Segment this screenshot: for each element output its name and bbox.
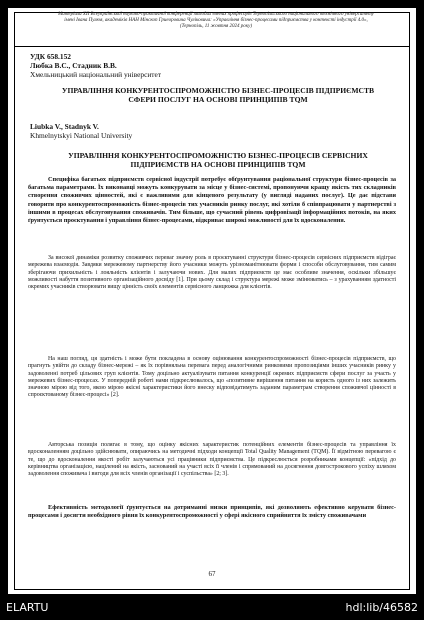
conference-header-note: Матеріали XII Всеукраїнської науково-практичної конференції молодих вчених професорів Тернопільського національного технічного університету імені Івана Пулюя, академіків НАН Мінскоп Гриеоровича Чуліковича: «Управління бізнес-процесами підприємства у контексті індустрії 4.0», (Тернопіль, 11 жовтня 2024 року) xyxy=(58,12,374,30)
repository-name: ELARTU xyxy=(6,601,49,614)
document-page xyxy=(8,8,416,594)
body-paragraph: Специфіка багатьох підприємств сервісної індустрії потребує обґрунтування раціональної структури бізнес-процесів за багатьма параметрами. Їх виконавці можуть конкурувати за місце у бізнес-системі, пропонуючи кращу якість тих складників створення споживчих цінностей, які є важливими для кінцевого результату (у вигляді наданих послуг). Це дає підстави говорити про конкурентоспроможність бізнес-процесів тих учасників ринку послуг, які хотіли б співпрацювати у партнерстві з іншими в процесах обслуговування споживачів. Тим більше, що сучасний рівень цифровізації інформаційних потоків, на яких ґрунтується проєктування і управління бізнес-процесами, відкриває широкі можливості для їх вдосконалення. xyxy=(28,176,396,225)
body-paragraph: На наш погляд, ця здатність і може бути покладена в основу оцінювання конкурентоспроможності бізнес-процесів підприємств, що прагнуть увійти до складу бізнес-мережі – як їх порівняльна перевага перед аналогічними ринковими пропозиціями інших учасників ринку у задоволенні потреб цільових груп клієнтів. Тому доцільно актуалізувати питання конкуренції окремих підприємств сфери послуг за участь у мережевих бізнес-процесах. У попередній роботі нами підкреслювалось, що «позитивне вирішення питання на користь одного із них залежить значною мірою від того, якою мірою якісні характеристики його внеску відповідатимуть заданим параметрам створення споживчої цінності в спроєктованому бізнес-процесі» [2]. xyxy=(28,356,396,399)
handle-identifier: hdl:lib/46582 xyxy=(345,601,418,614)
article-title-english: УПРАВЛІННЯ КОНКУРЕНТОСПРОМОЖНІСТЮ БІЗНЕС-ПРОЦЕСІВ СЕРВІСНИХ ПІДПРИЄМСТВ НА ОСНОВІ ПРИНЦИПІВ TQM xyxy=(68,151,368,169)
header-divider xyxy=(14,46,410,47)
repository-footer xyxy=(0,596,424,620)
body-paragraph: За високої динаміки розвитку споживчих переваг значну роль в проєктуванні структури бізнес-процесів сервісних підприємств відіграє мережева взаємодія. Завдяки мережевому партнерству його учасники можуть урізноманітнювати форми і способи обслуговування, тим самим зберігаючи прихильність і лояльність клієнтів і залучаючи нових. Для малих підприємств це має особливе значення, оскільки збільшує можливості набуття позитивного організаційного досвіду [1]. При цьому склад і структура мережі може змінюватись – з урахуванням здатності окремих учасників створювати вищу цінність своїх елементів сервісного ланцюжка для клієнтів. xyxy=(28,255,396,291)
affiliation-ukrainian: Хмельницький національний університет xyxy=(30,70,162,79)
body-paragraph: Авторська позиція полягає в тому, що оцінку якісних характеристик потенційних елементів бізнес-процесів та управління їх вдосконаленням доцільно здійснювати, опираючись на методичні підходи концепції Total Quality Management (TQM). Її відмітною перевагою є те, що до вдосконалення якості робіт залучаються усі працівники підприємства. Це підкреслюється розробниками концепції: «підхід до керівництва організацією, націлений на якість, заснований на участі всіх її членів і спрямований на досягнення довгострокового успіху шляхом задоволення споживача і вигоди для всіх членів організації і суспільства» [2; 3]. xyxy=(28,442,396,478)
article-title-ukrainian: УПРАВЛІННЯ КОНКУРЕНТОСПРОМОЖНІСТЮ БІЗНЕС-ПРОЦЕСІВ ПІДПРИЄМСТВ СФЕРИ ПОСЛУГ НА ОСНОВІ ПРИНЦИПІВ TQM xyxy=(61,86,375,104)
authors-ukrainian: Любка В.С., Стадник В.В. xyxy=(30,61,117,70)
affiliation-english: Khmelnytskyi National University xyxy=(30,131,133,140)
authors-english: Liubka V., Stadnyk V. xyxy=(30,122,99,131)
body-paragraph: Ефективність методології ґрунтується на дотриманні низки принципів, які дозволяють ефективно керувати бізнес-процесами і досягти необхідного рівня їх конкурентоспроможності у сфері якісного сприйняття їх змісту споживачами xyxy=(28,504,396,520)
page-number: 67 xyxy=(208,570,216,578)
udc-code: УДК 658.152 xyxy=(30,52,71,61)
